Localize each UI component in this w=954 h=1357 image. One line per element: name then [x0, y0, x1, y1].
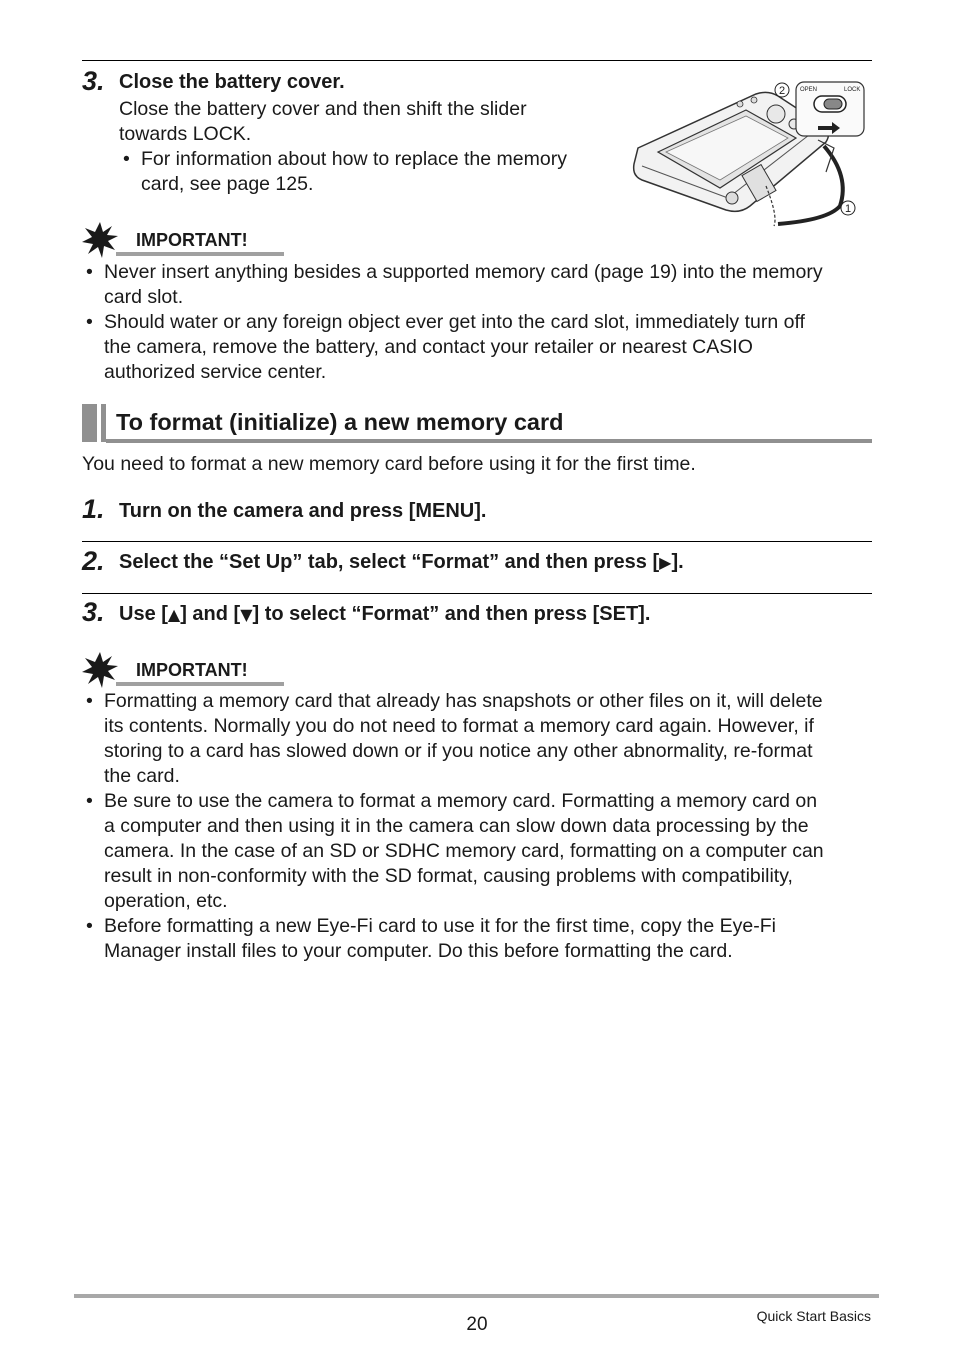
step-rule: [82, 541, 872, 542]
step-title: Select the “Set Up” tab, select “Format” and then press [▶].: [119, 551, 684, 573]
callout-2: 2: [778, 85, 786, 97]
step-number: 3.: [82, 66, 105, 96]
callout-1: 1: [844, 203, 852, 215]
step-number: 3.: [82, 597, 105, 627]
camera-battery-cover-illustration: [628, 76, 874, 228]
step-title: Turn on the camera and press [MENU].: [119, 500, 487, 522]
right-triangle-icon: ▶: [659, 553, 672, 572]
important-callout: [82, 222, 292, 256]
important-callout: [82, 652, 292, 686]
important-burst-icon: [82, 222, 118, 258]
section-title: To format (initialize) a new memory card: [116, 409, 564, 435]
switch-open-label: OPEN: [800, 87, 818, 93]
step-title: Close the battery cover.: [119, 71, 345, 93]
step-body: Close the battery cover and then shift the slider towards LOCK.: [119, 98, 527, 145]
list-item: • Should water or any foreign object ever get into the card slot, immediately turn off the camera, remove the battery, and contact your retailer or nearest CASIO authorized service center.: [86, 311, 805, 383]
important-underline: [116, 252, 284, 256]
up-triangle-icon: ▲: [167, 605, 181, 624]
list-item: • Be sure to use the camera to format a memory card. Formatting a memory card on a computer and then using it in the camera can slow down data processing by the camera. In the case of an SD or SDHC memory card, formatting on a computer can result in non-conformity with the SD format, causing problems with compatibility, operation, etc.: [86, 790, 824, 912]
list-item: • Before formatting a new Eye-Fi card to use it for the first time, copy the Eye-Fi Manager install files to your computer. Do this before formatting the card.: [86, 915, 776, 962]
step-title: Use [▲] and [▼] to select “Format” and then press [SET].: [119, 603, 651, 625]
list-item: • Formatting a memory card that already has snapshots or other files on it, will delete its contents. Normally you do not need to format a memory card again. However, if storing to a card has slowed down or if you notice any other abnormality, re-format the card.: [86, 690, 823, 787]
important-list: [82, 689, 882, 964]
step-rule: [82, 593, 872, 594]
important-underline: [116, 682, 284, 686]
down-triangle-icon: ▼: [240, 605, 253, 624]
step-number: 1.: [82, 494, 105, 524]
section-intro: You need to format a new memory card before using it for the first time.: [82, 453, 696, 475]
footer-rule: [74, 1294, 879, 1298]
step-bullet: • For information about how to replace the memory card, see page 125.: [123, 148, 567, 195]
section-heading: [82, 404, 872, 444]
switch-lock-label: LOCK: [844, 87, 861, 93]
important-list: [82, 260, 882, 385]
page-number: 20: [466, 1314, 488, 1335]
top-rule: [82, 60, 872, 61]
footer-section-name: Quick Start Basics: [756, 1308, 871, 1324]
list-item: • Never insert anything besides a supported memory card (page 19) into the memory card slot.: [86, 261, 823, 308]
step-number: 2.: [82, 546, 105, 576]
bullet-dot: •: [123, 148, 130, 170]
important-label: IMPORTANT!: [136, 230, 248, 250]
important-label: IMPORTANT!: [136, 660, 248, 680]
important-burst-icon: [82, 652, 118, 688]
